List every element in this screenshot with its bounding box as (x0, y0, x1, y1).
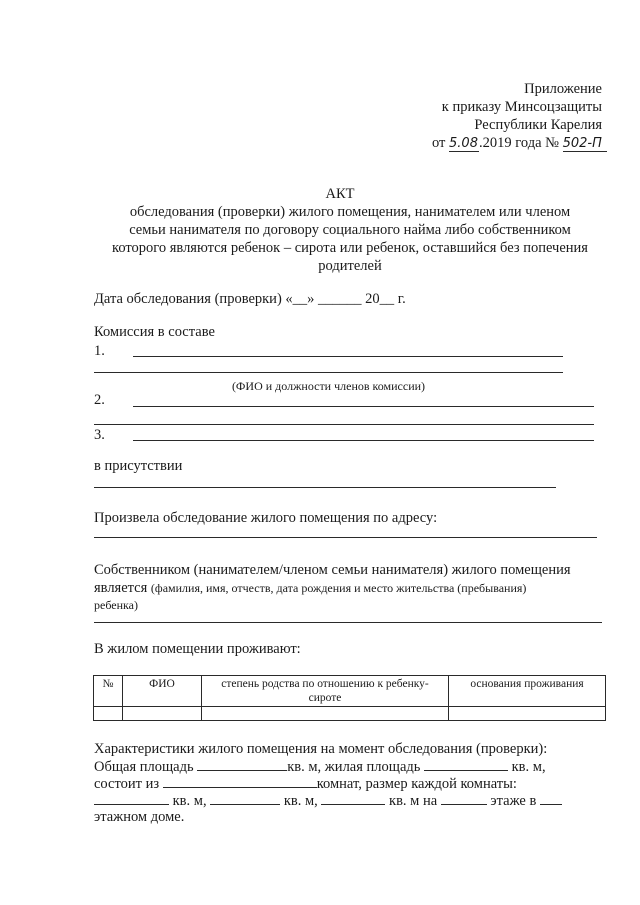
owner-line-1: Собственником (нанимателем/членом семьи нанимателя) жилого помещения (94, 562, 571, 578)
consists-of-label: состоит из (94, 776, 160, 792)
appendix-order-line (432, 134, 607, 152)
living-area-field[interactable] (424, 757, 508, 771)
owner-line-3: ребенка) (94, 598, 138, 612)
col-relation-header: степень родства по отношению к ребенку-сироте (202, 676, 449, 707)
document-heading: АКТ (325, 186, 355, 202)
storeys-field[interactable] (540, 791, 562, 805)
room-1-unit: кв. м, (172, 793, 207, 809)
cell-fio[interactable] (123, 707, 202, 721)
address-line (94, 537, 597, 538)
col-basis-header: основания проживания (449, 676, 606, 707)
commission-caption: (ФИО и должности членов комиссии) (231, 379, 426, 393)
owner-details-caption: (фамилия, имя, отчеств, дата рождения и место жительства (пребывания) (150, 581, 527, 595)
cell-basis[interactable] (449, 707, 606, 721)
room-2-unit: кв. м, (283, 793, 318, 809)
total-area-label: Общая площадь (94, 759, 194, 775)
title-line-2: семьи нанимателя по договору социального найма либо собственником (129, 222, 571, 238)
title-line-4: родителей (318, 258, 382, 274)
cell-relation[interactable] (202, 707, 449, 721)
residents-table-header (94, 676, 606, 707)
storey-house-label: этажном доме. (94, 809, 185, 825)
commission-line-1 (133, 356, 563, 357)
rooms-size-label: комнат, размер каждой комнаты: (316, 776, 517, 792)
title-line-3: которого являются ребенок – сирота или ребенок, оставшийся без попечения (112, 240, 588, 256)
cell-number[interactable] (94, 707, 123, 721)
room-3-unit: кв. м на (389, 793, 438, 809)
living-area-label: кв. м, жилая площадь (287, 759, 421, 775)
col-fio-header: ФИО (123, 676, 202, 707)
inspection-date-line: Дата обследования (проверки) «__» ______ 20__ г. (94, 291, 406, 307)
owner-is: является (94, 580, 148, 596)
total-area-field[interactable] (197, 757, 287, 771)
residents-label: В жилом помещении проживают: (94, 641, 301, 657)
order-date-suffix: .2019 года № (479, 135, 559, 151)
commission-line-2 (133, 406, 594, 407)
room-3-field[interactable] (321, 791, 385, 805)
characteristics-title: Характеристики жилого помещения на момент обследования (проверки): (94, 741, 548, 757)
order-number-handwritten: 502-П (563, 136, 607, 152)
commission-label: Комиссия в составе (94, 324, 215, 340)
appendix-line-3: Республики Карелия (474, 117, 602, 133)
sq-m-unit: кв. м, (511, 759, 546, 775)
commission-item-3: 3. (94, 427, 105, 443)
appendix-line-1: Приложение (524, 81, 602, 97)
commission-line-1b (94, 372, 563, 373)
presence-line (94, 487, 556, 488)
order-date-handwritten: 5.08 (449, 136, 478, 151)
commission-item-2: 2. (94, 392, 105, 408)
col-number-header: № (94, 676, 123, 707)
address-label: Произвела обследование жилого помещения по адресу: (94, 510, 438, 526)
room-1-field[interactable] (94, 791, 169, 805)
rooms-count-field[interactable] (163, 774, 317, 788)
floor-of-label: этаже в (490, 793, 537, 809)
commission-line-3 (133, 440, 594, 441)
appendix-line-2: к приказу Минсоцзащиты (441, 99, 602, 115)
owner-line-2 (94, 579, 526, 597)
presence-label: в присутствии (94, 458, 183, 474)
order-date-prefix: от (432, 135, 446, 151)
owner-line (94, 622, 602, 623)
floor-field[interactable] (441, 791, 487, 805)
commission-item-1: 1. (94, 343, 105, 359)
table-row (94, 707, 606, 721)
room-2-field[interactable] (210, 791, 280, 805)
commission-line-2b (94, 424, 594, 425)
title-line-1: обследования (проверки) жилого помещения, нанимателем или членом (129, 204, 571, 220)
residents-table (93, 675, 606, 721)
